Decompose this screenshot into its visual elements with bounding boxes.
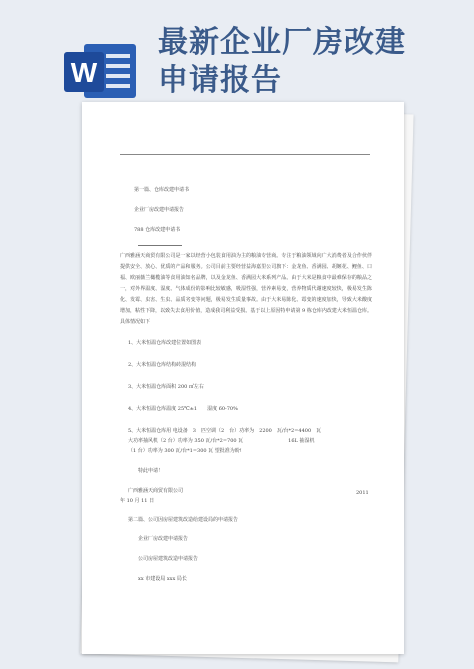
doc-subtitle: 企业厂房改建申请报告 — [138, 536, 189, 542]
list-item: 4、大米恒温仓库温度 25℃±1 湿度 60-70% — [128, 406, 238, 412]
list-item: 3、大米恒温仓库面积 200 ㎡左右 — [128, 384, 204, 390]
doc-subtitle: 企业厂房改建申请报告 — [134, 207, 185, 213]
heading-second-part: 第二篇、公司因房屋建筑改造给建设局的申请报告 — [128, 517, 239, 523]
list-item-cont: （1 台）功率为 300 瓦/台*1=300 瓦 望批准为盼! — [128, 448, 242, 454]
list-item: 5、大米恒温仓库用 电设备 3 匹空调（2 台）功率为 2200 瓦/台*2=4400 瓦 — [128, 428, 322, 434]
signature-date: 年 10 月 11 日 — [120, 498, 155, 504]
header-rule — [120, 154, 370, 155]
word-document-icon — [62, 40, 138, 102]
banner — [0, 0, 474, 110]
list-item: 2、大米恒温仓库结构砖混结构 — [128, 362, 197, 368]
heading-first-part: 第一篇、仓库改建申请书 — [134, 187, 190, 193]
doc-line: 公司房屋建筑改造申请报告 — [138, 556, 199, 562]
signature-year: 2011 — [356, 490, 369, 496]
separator — [138, 245, 182, 246]
title-line-2: 申请报告 — [158, 63, 282, 98]
list-item: 1、大米恒温仓库改建位置如图表 — [128, 340, 202, 346]
body-paragraph: 广西雅涵天商贸有限公司是一家以经营小包装食用油为主的粮油专营商。专注于粮油领域向广大消费者及合作伙伴提供安全、放心、优质的产品和服务。公司目前主要经营益海嘉里公司旗下：金龙鱼、香满园、胡姬花、鲤鱼、口福、欧丽薇兰橄榄油等食用油知名品牌，以及金龙鱼、香满园大米系列产品。由于大米是粮食中最难保存的粮品之一，对外界温度、湿度、气体成份的影响比较敏感，吸湿性强，营养素易变，营养物质代谢速度较快，极易发生陈化、发霉、虫害、生虫、品质劣变等问题，极易发生质量事故。由于大米易陈化、霉变的速度加快，导致大米酸度增加，粘性下降，以致失去食用价值，造成我司利益受损。基于以上原因特申请第 9 栋仓库内改建大米恒温仓库。具体情况如下 — [120, 253, 372, 325]
list-item-cont: 大功率抽风机（2 台）功率为 350 瓦/台*2=700 瓦 16L 抽湿机 — [128, 438, 315, 444]
document-page — [82, 102, 404, 654]
company-signature: 广西雅涵天商贸有限公司 — [128, 488, 184, 494]
addressee-line: xx 市建设局 xxx 局长 — [138, 576, 187, 582]
word-logo-letter: W — [70, 57, 98, 88]
page-title — [158, 24, 458, 100]
doc-line: 788 仓库改建申请书 — [134, 227, 181, 233]
title-line-1: 最新企业厂房改建 — [158, 25, 406, 60]
request-line: 特此申请！ — [138, 468, 164, 474]
